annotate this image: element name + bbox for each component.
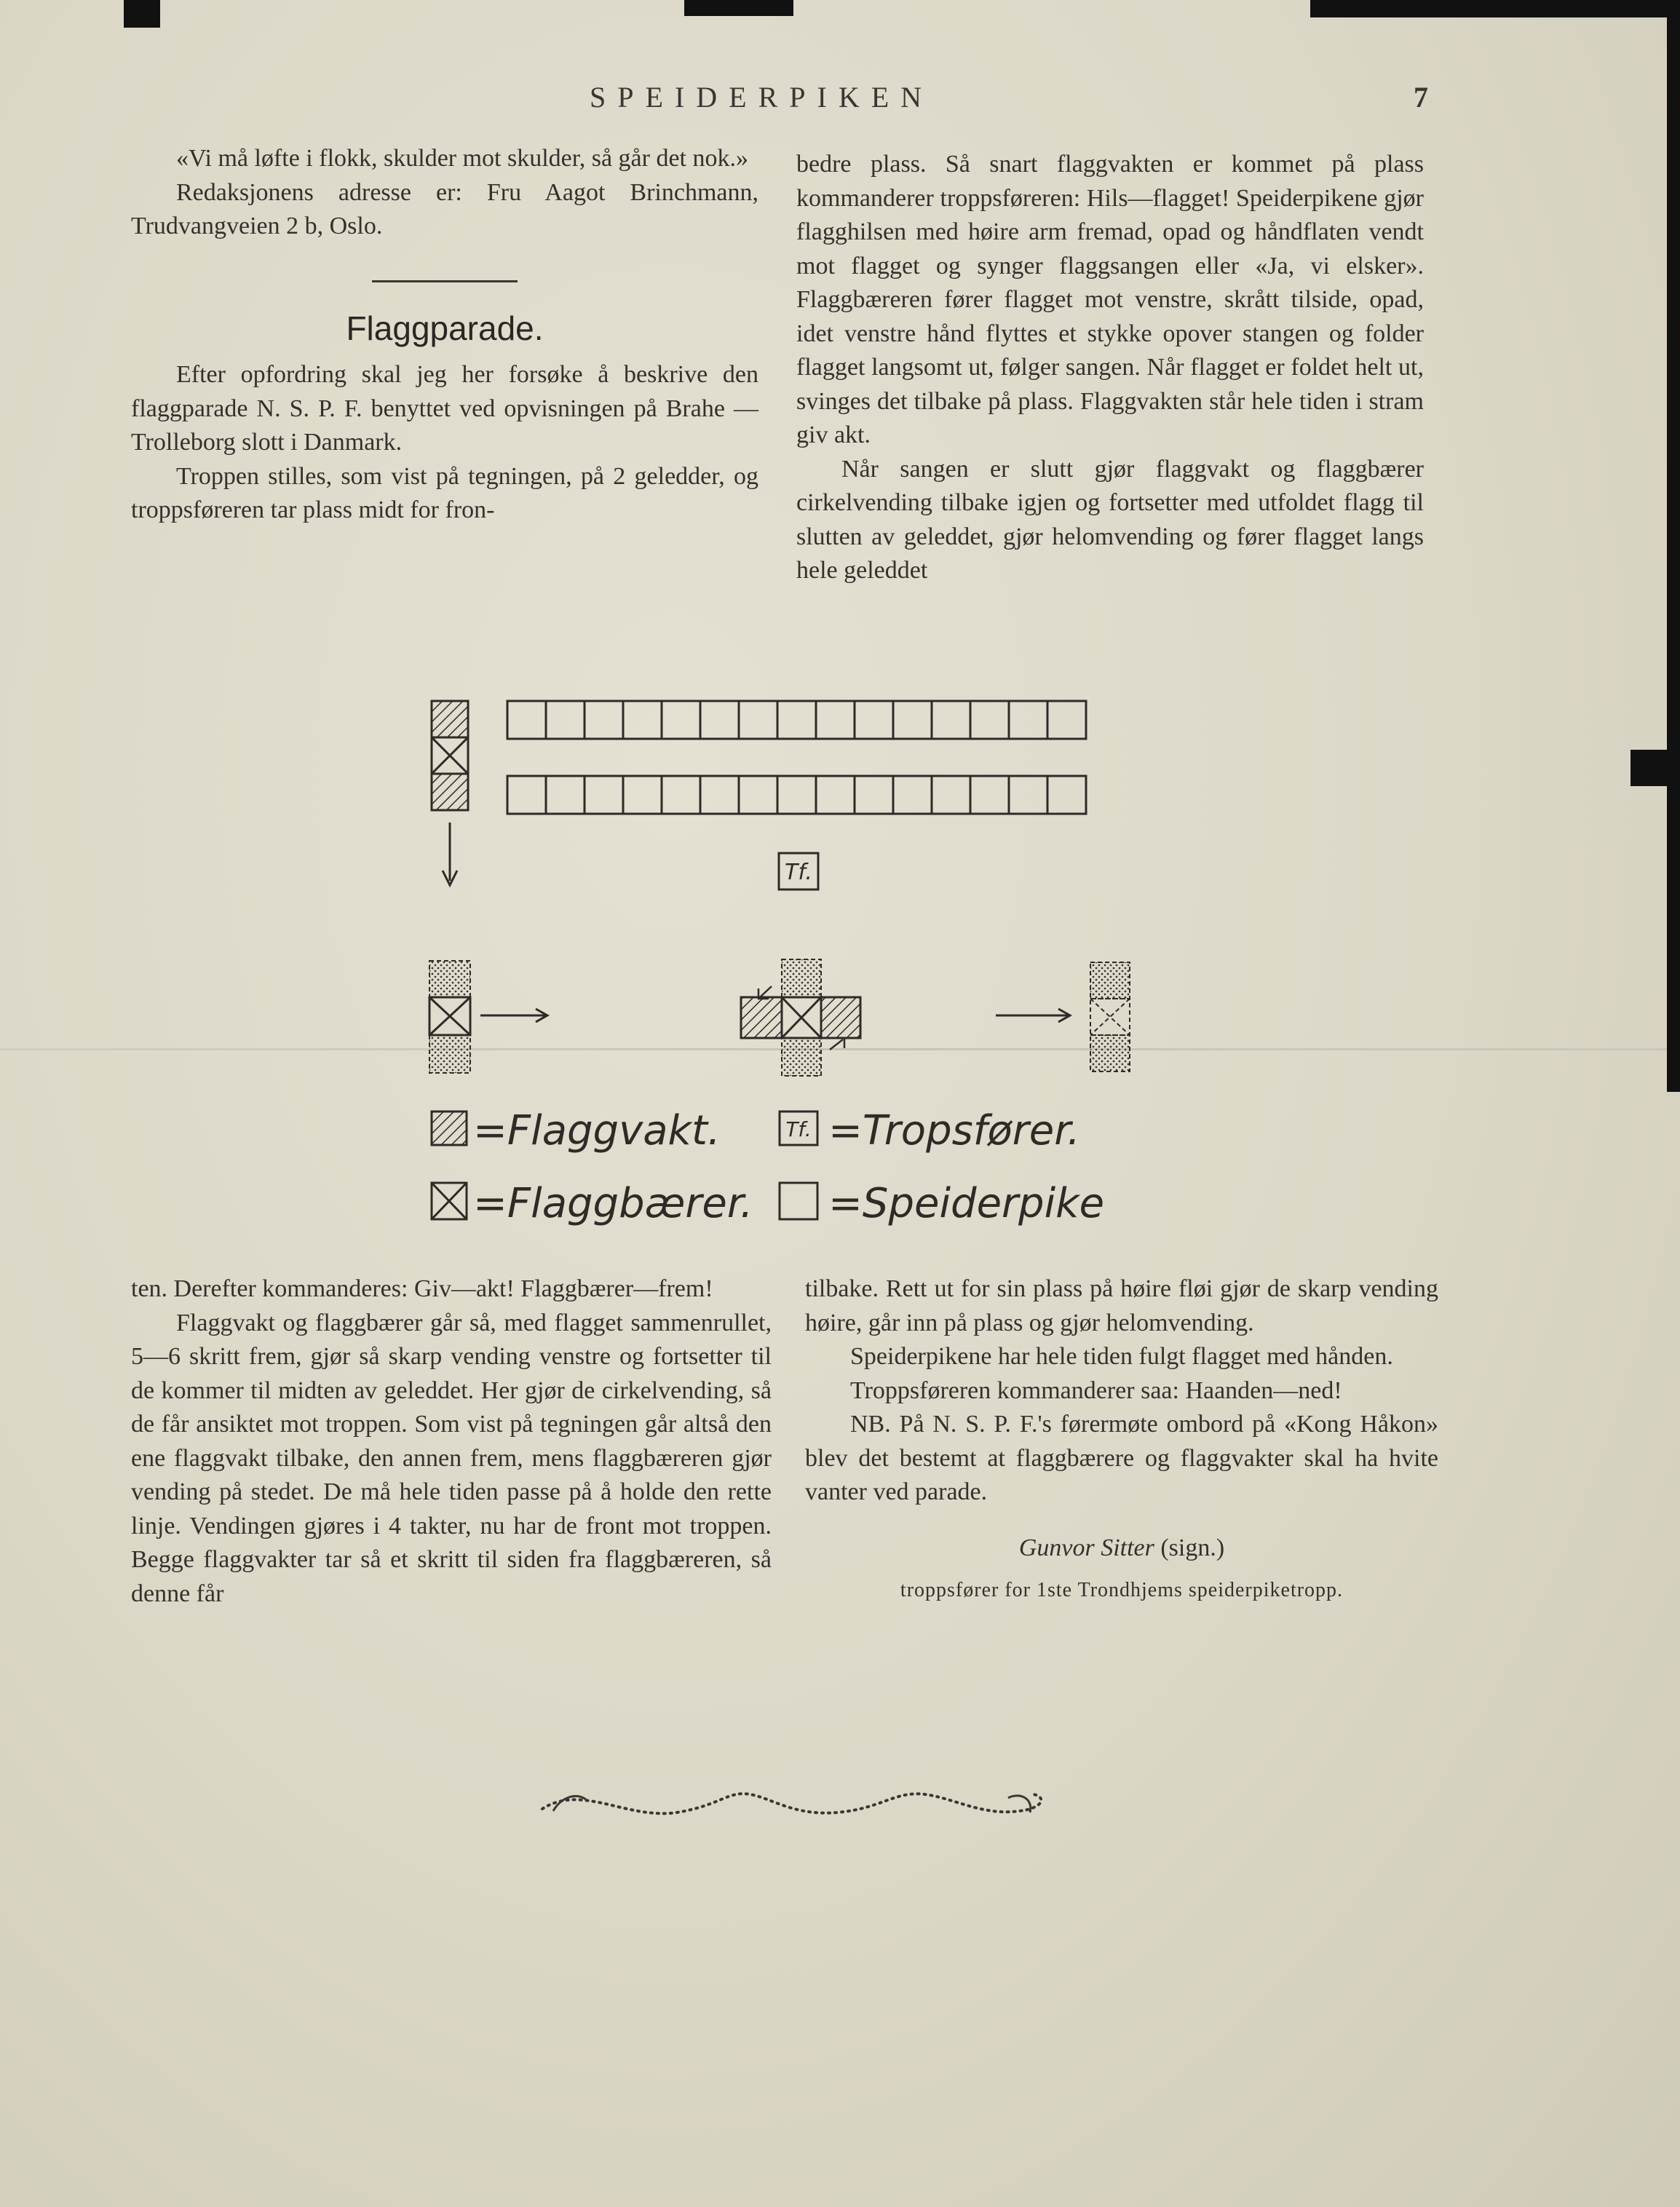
body-paragraph: tilbake. Rett ut for sin plass på høire fløi gjør de skarp vending høire, går inn på plass og gjør helomvending. [805,1275,1438,1336]
legend-flaggbaerer: =Flaggbærer. [473,1180,753,1227]
body-paragraph: Troppen stilles, som vist på tegningen, på 2 geledder, og troppsføreren tar plass midt for fron- [131,462,758,523]
scan-edge-top-mid [684,0,793,16]
section-divider [372,280,518,282]
left-column-top [131,142,758,528]
left-column-bottom [131,1272,772,1611]
body-paragraph: Troppsføreren kommanderer saa: Haanden—ned! [850,1376,1342,1404]
legend-tropsforer: =Tropsfører. [828,1107,1080,1154]
article-title: Flaggparade. [346,309,544,347]
body-paragraph: Speiderpikene har hele tiden fulgt flagget med hånden. [850,1343,1393,1370]
legend-speiderpike: =Speiderpike [828,1180,1105,1227]
legend-tf-label: Tf. [785,1117,812,1141]
page-number: 7 [1414,81,1428,114]
scan-edge-top-left [124,0,160,28]
body-paragraph: NB. På N. S. P. F.'s førermøte ombord på «Kong Håkon» blev det bestemt at flaggbærere og flaggvakter skal ha hvite vanter ved parade. [805,1411,1438,1505]
body-paragraph: Flaggvakt og flaggbærer går så, med flagget sammenrullet, 5—6 skritt frem, gjør så skarp vending venstre og fortsetter til de kommer til midten av geleddet. Her gjør de cirkelvending, så de får ansiktet mot troppen. Som vist på tegningen går altså den ene flaggvakt tilbake, den annen frem, mens flaggbæreren gjør vending på stedet. De må hele tiden passe på å holde den rette linje. Vendingen gjøres i 4 takter, nu har de front mot troppen. Begge flaggvakter tar så et skritt til siden fra flaggbæreren, så denne får [131,1309,772,1607]
right-column-bottom [805,1272,1438,1608]
body-paragraph: bedre plass. Så snart flaggvakten er kommet på plass kommanderer troppsføreren: Hils—flagget! Speiderpikene gjør flagghilsen med høire arm fremad, opad og håndflaten vendt mot flagget og synger flaggsangen eller «Ja, vi elsker». Flaggbæreren fører flagget mot venstre, skrått tilside, opad, idet venstre hånd flyttes et stykke opover stangen og folder flagget langsomt ut, følger sangen. Når flagget er foldet helt ut, svinges det tilbake på plass. Flaggvakten står hele tiden i stram giv akt. [796,151,1424,448]
tf-label: Tf. [785,860,812,885]
signature-title: troppsfører for 1ste Trondhjems speiderpiketropp. [900,1579,1344,1601]
legend-flaggvakt: =Flaggvakt. [473,1107,721,1154]
body-paragraph: Efter opfordring skal jeg her forsøke å beskrive den flaggparade N. S. P. F. benyttet ved opvisningen på Brahe — Trolleborg slott i Danmark. [131,361,758,456]
signature [805,1532,1438,1566]
scan-edge-top-right [1310,0,1680,17]
signature-suffix: (sign.) [1154,1534,1225,1561]
page-header [0,80,1680,124]
body-paragraph: Når sangen er slutt gjør flaggvakt og flaggbærer cirkelvending tilbake igjen og fortsetter med utfoldet flagg til slutten av geleddet, gjør helomvending og fører flagget langs hele geleddet [796,455,1424,584]
paper-fold [0,1048,1680,1050]
running-title: SPEIDERPIKEN [590,81,934,114]
signature-name: Gunvor Sitter [1018,1534,1154,1561]
editorial-address: Redaksjonens adresse er: Fru Aagot Brinchmann, Trudvangveien 2 b, Oslo. [131,178,758,239]
right-column-top [796,148,1424,588]
scan-edge-right-strip [1667,0,1680,1092]
body-paragraph: ten. Derefter kommanderes: Giv—akt! Flaggbærer—frem! [131,1275,713,1302]
motto-paragraph: «Vi må løfte i flokk, skulder mot skulder, så går det nok.» [176,145,749,172]
